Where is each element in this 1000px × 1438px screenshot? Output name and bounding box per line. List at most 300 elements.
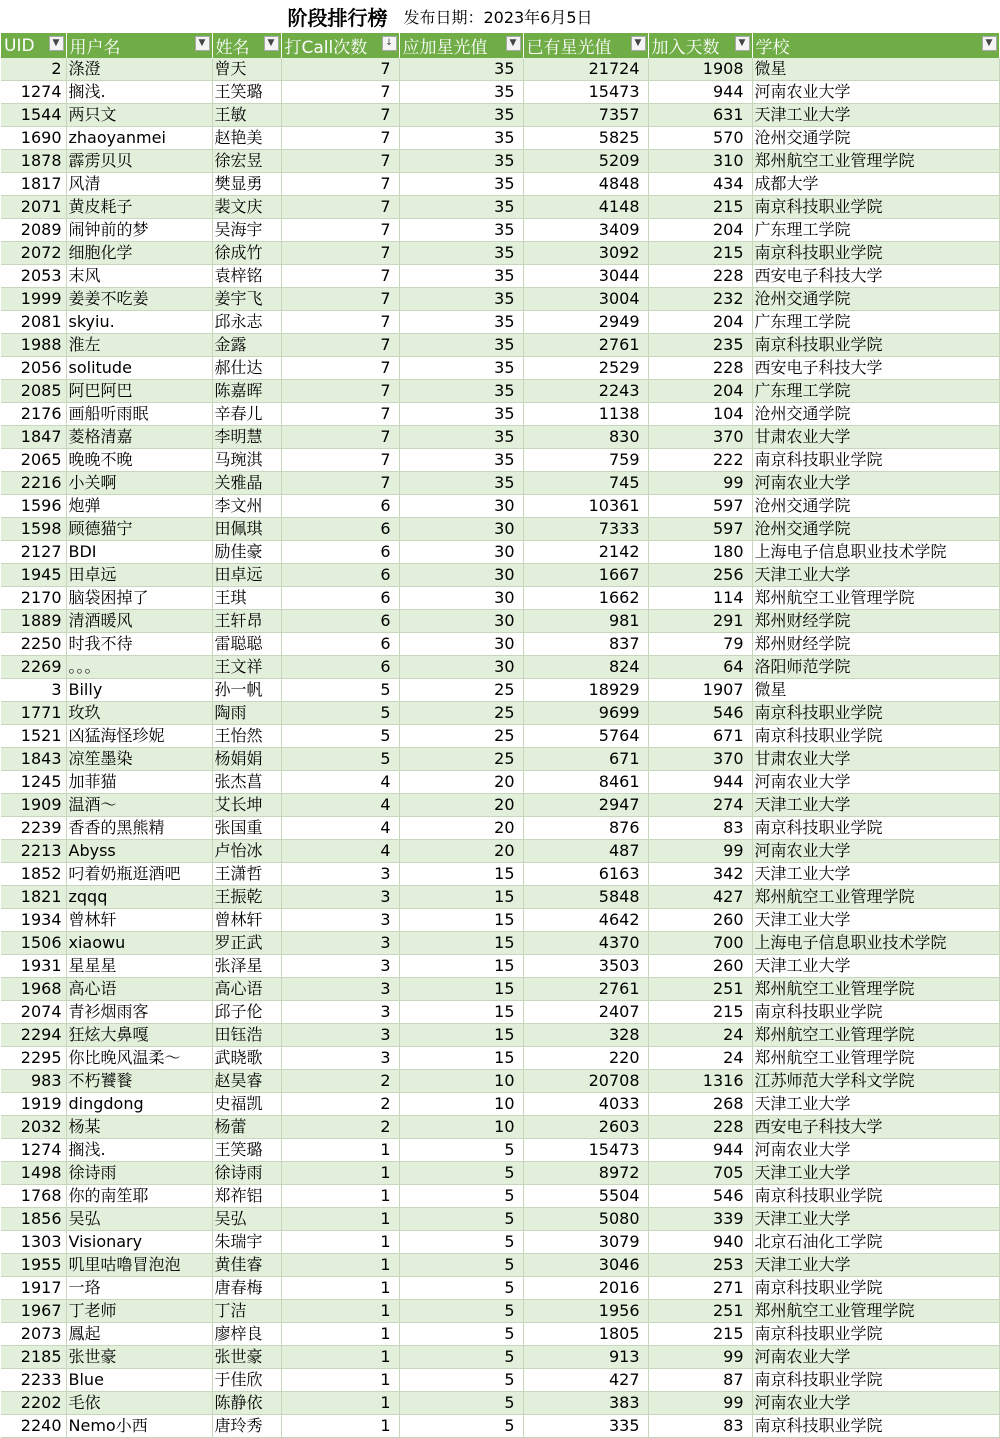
cell-name[interactable]: 唐春梅 [212,1277,281,1300]
cell-call-count[interactable]: 7 [281,104,399,127]
cell-days[interactable]: 79 [648,633,752,656]
cell-should-add[interactable]: 20 [399,840,523,863]
cell-uid[interactable]: 2071 [1,196,66,219]
cell-username[interactable]: 曾林轩 [66,909,212,932]
cell-should-add[interactable]: 5 [399,1254,523,1277]
cell-existing[interactable]: 383 [523,1392,648,1415]
cell-should-add[interactable]: 35 [399,403,523,426]
cell-call-count[interactable]: 6 [281,518,399,541]
cell-existing[interactable]: 335 [523,1415,648,1438]
cell-should-add[interactable]: 10 [399,1093,523,1116]
cell-uid[interactable]: 1771 [1,702,66,725]
cell-days[interactable]: 228 [648,357,752,380]
cell-call-count[interactable]: 6 [281,541,399,564]
cell-username[interactable]: 末风 [66,265,212,288]
cell-school[interactable]: 微星 [752,679,999,702]
cell-days[interactable]: 215 [648,1323,752,1346]
cell-should-add[interactable]: 5 [399,1392,523,1415]
cell-should-add[interactable]: 25 [399,702,523,725]
cell-school[interactable]: 沧州交通学院 [752,518,999,541]
cell-should-add[interactable]: 30 [399,564,523,587]
cell-uid[interactable]: 1878 [1,150,66,173]
cell-username[interactable]: 小关啊 [66,472,212,495]
cell-days[interactable]: 235 [648,334,752,357]
cell-uid[interactable]: 1909 [1,794,66,817]
cell-should-add[interactable]: 35 [399,196,523,219]
filter-dropdown-icon[interactable]: ▼ [631,36,646,51]
cell-call-count[interactable]: 1 [281,1254,399,1277]
cell-call-count[interactable]: 4 [281,817,399,840]
cell-school[interactable]: 郑州航空工业管理学院 [752,886,999,909]
cell-existing[interactable]: 2947 [523,794,648,817]
cell-existing[interactable]: 1805 [523,1323,648,1346]
cell-uid[interactable]: 1889 [1,610,66,633]
cell-days[interactable]: 268 [648,1093,752,1116]
cell-existing[interactable]: 2016 [523,1277,648,1300]
cell-call-count[interactable]: 7 [281,58,399,81]
cell-existing[interactable]: 220 [523,1047,648,1070]
cell-name[interactable]: 王敏 [212,104,281,127]
cell-uid[interactable]: 2074 [1,1001,66,1024]
cell-uid[interactable]: 1945 [1,564,66,587]
cell-name[interactable]: 雷聪聪 [212,633,281,656]
cell-username[interactable]: 鳳起 [66,1323,212,1346]
cell-existing[interactable]: 3044 [523,265,648,288]
cell-should-add[interactable]: 35 [399,150,523,173]
cell-name[interactable]: 张泽星 [212,955,281,978]
cell-days[interactable]: 99 [648,472,752,495]
cell-should-add[interactable]: 30 [399,518,523,541]
cell-username[interactable]: 炮弹 [66,495,212,518]
cell-should-add[interactable]: 30 [399,656,523,679]
cell-should-add[interactable]: 35 [399,288,523,311]
cell-uid[interactable]: 1999 [1,288,66,311]
cell-uid[interactable]: 2170 [1,587,66,610]
cell-existing[interactable]: 328 [523,1024,648,1047]
cell-school[interactable]: 上海电子信息职业技术学院 [752,932,999,955]
cell-uid[interactable]: 2056 [1,357,66,380]
cell-username[interactable]: 顾德猫宁 [66,518,212,541]
cell-username[interactable]: 田卓远 [66,564,212,587]
cell-should-add[interactable]: 30 [399,633,523,656]
cell-uid[interactable]: 1274 [1,81,66,104]
cell-username[interactable]: 阿巴阿巴 [66,380,212,403]
cell-call-count[interactable]: 1 [281,1162,399,1185]
cell-name[interactable]: 廖梓良 [212,1323,281,1346]
cell-school[interactable]: 天津工业大学 [752,104,999,127]
cell-days[interactable]: 339 [648,1208,752,1231]
cell-existing[interactable]: 21724 [523,58,648,81]
cell-username[interactable]: 星星星 [66,955,212,978]
cell-school[interactable]: 南京科技职业学院 [752,1185,999,1208]
cell-existing[interactable]: 4370 [523,932,648,955]
cell-existing[interactable]: 830 [523,426,648,449]
cell-name[interactable]: 曾天 [212,58,281,81]
cell-existing[interactable]: 7333 [523,518,648,541]
cell-should-add[interactable]: 15 [399,886,523,909]
cell-uid[interactable]: 1690 [1,127,66,150]
cell-uid[interactable]: 2 [1,58,66,81]
cell-name[interactable]: 田卓远 [212,564,281,587]
cell-days[interactable]: 228 [648,1116,752,1139]
cell-call-count[interactable]: 1 [281,1185,399,1208]
cell-uid[interactable]: 2202 [1,1392,66,1415]
cell-existing[interactable]: 1662 [523,587,648,610]
cell-uid[interactable]: 2239 [1,817,66,840]
cell-days[interactable]: 99 [648,840,752,863]
cell-name[interactable]: 曾林轩 [212,909,281,932]
cell-days[interactable]: 99 [648,1392,752,1415]
cell-call-count[interactable]: 7 [281,472,399,495]
cell-call-count[interactable]: 7 [281,150,399,173]
cell-existing[interactable]: 4848 [523,173,648,196]
cell-days[interactable]: 944 [648,1139,752,1162]
cell-school[interactable]: 广东理工学院 [752,311,999,334]
cell-uid[interactable]: 2176 [1,403,66,426]
cell-username[interactable]: skyiu. [66,311,212,334]
cell-call-count[interactable]: 2 [281,1093,399,1116]
cell-call-count[interactable]: 7 [281,449,399,472]
cell-school[interactable]: 天津工业大学 [752,1093,999,1116]
cell-call-count[interactable]: 1 [281,1231,399,1254]
cell-existing[interactable]: 5825 [523,127,648,150]
cell-days[interactable]: 427 [648,886,752,909]
cell-school[interactable]: 沧州交通学院 [752,495,999,518]
cell-username[interactable]: 高心语 [66,978,212,1001]
cell-existing[interactable]: 1956 [523,1300,648,1323]
cell-days[interactable]: 671 [648,725,752,748]
cell-uid[interactable]: 1988 [1,334,66,357]
cell-school[interactable]: 天津工业大学 [752,1162,999,1185]
cell-name[interactable]: 王潇哲 [212,863,281,886]
cell-username[interactable]: 涤澄 [66,58,212,81]
cell-days[interactable]: 597 [648,495,752,518]
cell-days[interactable]: 700 [648,932,752,955]
cell-username[interactable]: 画船听雨眠 [66,403,212,426]
cell-should-add[interactable]: 35 [399,265,523,288]
cell-name[interactable]: 邱永志 [212,311,281,334]
cell-username[interactable]: 香香的黑熊精 [66,817,212,840]
cell-days[interactable]: 104 [648,403,752,426]
cell-should-add[interactable]: 15 [399,1024,523,1047]
cell-name[interactable]: 励佳豪 [212,541,281,564]
cell-uid[interactable]: 2053 [1,265,66,288]
cell-name[interactable]: 吴弘 [212,1208,281,1231]
cell-school[interactable]: 甘肃农业大学 [752,426,999,449]
cell-username[interactable]: 杨某 [66,1116,212,1139]
cell-days[interactable]: 944 [648,771,752,794]
cell-should-add[interactable]: 35 [399,104,523,127]
cell-school[interactable]: 天津工业大学 [752,863,999,886]
cell-call-count[interactable]: 3 [281,932,399,955]
cell-days[interactable]: 204 [648,311,752,334]
cell-school[interactable]: 河南农业大学 [752,1392,999,1415]
cell-uid[interactable]: 1544 [1,104,66,127]
cell-should-add[interactable]: 5 [399,1231,523,1254]
cell-uid[interactable]: 1955 [1,1254,66,1277]
cell-existing[interactable]: 5209 [523,150,648,173]
cell-days[interactable]: 1908 [648,58,752,81]
cell-should-add[interactable]: 5 [399,1346,523,1369]
cell-school[interactable]: 郑州航空工业管理学院 [752,587,999,610]
cell-uid[interactable]: 1931 [1,955,66,978]
cell-existing[interactable]: 2529 [523,357,648,380]
cell-name[interactable]: 陈嘉晖 [212,380,281,403]
cell-school[interactable]: 洛阳师范学院 [752,656,999,679]
cell-should-add[interactable]: 5 [399,1300,523,1323]
cell-call-count[interactable]: 6 [281,495,399,518]
cell-should-add[interactable]: 35 [399,242,523,265]
cell-days[interactable]: 944 [648,81,752,104]
cell-school[interactable]: 西安电子科技大学 [752,1116,999,1139]
cell-existing[interactable]: 15473 [523,1139,648,1162]
cell-school[interactable]: 河南农业大学 [752,771,999,794]
cell-username[interactable]: 清酒暖风 [66,610,212,633]
cell-name[interactable]: 马琬淇 [212,449,281,472]
cell-username[interactable]: BDI [66,541,212,564]
cell-school[interactable]: 河南农业大学 [752,1346,999,1369]
cell-uid[interactable]: 2085 [1,380,66,403]
cell-call-count[interactable]: 5 [281,702,399,725]
cell-call-count[interactable]: 7 [281,311,399,334]
cell-uid[interactable]: 2072 [1,242,66,265]
cell-call-count[interactable]: 7 [281,334,399,357]
cell-should-add[interactable]: 5 [399,1139,523,1162]
cell-should-add[interactable]: 25 [399,679,523,702]
cell-days[interactable]: 597 [648,518,752,541]
cell-name[interactable]: 王琪 [212,587,281,610]
cell-uid[interactable]: 2081 [1,311,66,334]
cell-call-count[interactable]: 6 [281,564,399,587]
cell-username[interactable]: 风清 [66,173,212,196]
cell-should-add[interactable]: 25 [399,748,523,771]
cell-call-count[interactable]: 6 [281,633,399,656]
cell-should-add[interactable]: 35 [399,173,523,196]
cell-days[interactable]: 251 [648,1300,752,1323]
filter-dropdown-icon[interactable]: ▼ [506,36,521,51]
cell-should-add[interactable]: 10 [399,1070,523,1093]
cell-name[interactable]: 王轩昂 [212,610,281,633]
cell-uid[interactable]: 1598 [1,518,66,541]
cell-school[interactable]: 西安电子科技大学 [752,357,999,380]
cell-uid[interactable]: 2233 [1,1369,66,1392]
cell-school[interactable]: 南京科技职业学院 [752,702,999,725]
cell-name[interactable]: 徐宏昱 [212,150,281,173]
cell-uid[interactable]: 1968 [1,978,66,1001]
cell-existing[interactable]: 876 [523,817,648,840]
cell-call-count[interactable]: 6 [281,610,399,633]
cell-days[interactable]: 1316 [648,1070,752,1093]
cell-call-count[interactable]: 7 [281,127,399,150]
cell-uid[interactable]: 2213 [1,840,66,863]
cell-days[interactable]: 256 [648,564,752,587]
cell-username[interactable]: 叼着奶瓶逛酒吧 [66,863,212,886]
cell-existing[interactable]: 6163 [523,863,648,886]
cell-school[interactable]: 天津工业大学 [752,564,999,587]
cell-school[interactable]: 江苏师范大学科文学院 [752,1070,999,1093]
cell-days[interactable]: 370 [648,748,752,771]
cell-call-count[interactable]: 7 [281,288,399,311]
cell-call-count[interactable]: 2 [281,1070,399,1093]
cell-name[interactable]: 朱瑞宇 [212,1231,281,1254]
cell-name[interactable]: 唐玲秀 [212,1415,281,1438]
cell-should-add[interactable]: 35 [399,127,523,150]
cell-name[interactable]: 吴海宇 [212,219,281,242]
cell-name[interactable]: 李文州 [212,495,281,518]
cell-days[interactable]: 215 [648,196,752,219]
cell-call-count[interactable]: 3 [281,1001,399,1024]
cell-days[interactable]: 310 [648,150,752,173]
cell-call-count[interactable]: 3 [281,978,399,1001]
cell-username[interactable]: 温酒～ [66,794,212,817]
cell-should-add[interactable]: 5 [399,1277,523,1300]
cell-school[interactable]: 郑州航空工业管理学院 [752,1024,999,1047]
cell-uid[interactable]: 1847 [1,426,66,449]
cell-existing[interactable]: 837 [523,633,648,656]
cell-uid[interactable]: 2269 [1,656,66,679]
cell-days[interactable]: 342 [648,863,752,886]
cell-call-count[interactable]: 7 [281,219,399,242]
cell-call-count[interactable]: 7 [281,357,399,380]
cell-should-add[interactable]: 15 [399,909,523,932]
cell-days[interactable]: 87 [648,1369,752,1392]
cell-username[interactable]: 加菲猫 [66,771,212,794]
cell-school[interactable]: 南京科技职业学院 [752,1323,999,1346]
cell-call-count[interactable]: 1 [281,1346,399,1369]
cell-name[interactable]: 孙一帆 [212,679,281,702]
cell-existing[interactable]: 4642 [523,909,648,932]
cell-username[interactable]: 吴弘 [66,1208,212,1231]
cell-call-count[interactable]: 7 [281,265,399,288]
cell-name[interactable]: 卢怡冰 [212,840,281,863]
cell-school[interactable]: 南京科技职业学院 [752,242,999,265]
cell-call-count[interactable]: 3 [281,1024,399,1047]
cell-days[interactable]: 260 [648,909,752,932]
cell-days[interactable]: 631 [648,104,752,127]
cell-username[interactable]: 凉笙墨染 [66,748,212,771]
cell-school[interactable]: 郑州航空工业管理学院 [752,978,999,1001]
cell-should-add[interactable]: 35 [399,58,523,81]
cell-name[interactable]: 裴文庆 [212,196,281,219]
cell-name[interactable]: 陶雨 [212,702,281,725]
cell-name[interactable]: 王笑璐 [212,1139,281,1162]
cell-existing[interactable]: 2407 [523,1001,648,1024]
cell-should-add[interactable]: 15 [399,1001,523,1024]
cell-name[interactable]: 李明慧 [212,426,281,449]
cell-existing[interactable]: 18929 [523,679,648,702]
cell-existing[interactable]: 3079 [523,1231,648,1254]
cell-call-count[interactable]: 4 [281,840,399,863]
cell-username[interactable]: 玫玖 [66,702,212,725]
cell-username[interactable]: 菱格清嘉 [66,426,212,449]
cell-name[interactable]: 武晓歌 [212,1047,281,1070]
cell-school[interactable]: 西安电子科技大学 [752,265,999,288]
cell-call-count[interactable]: 6 [281,656,399,679]
cell-call-count[interactable]: 3 [281,886,399,909]
cell-call-count[interactable]: 1 [281,1323,399,1346]
cell-name[interactable]: 史福凯 [212,1093,281,1116]
cell-existing[interactable]: 2243 [523,380,648,403]
cell-name[interactable]: 张杰菖 [212,771,281,794]
cell-school[interactable]: 河南农业大学 [752,81,999,104]
cell-should-add[interactable]: 20 [399,771,523,794]
cell-should-add[interactable]: 15 [399,863,523,886]
cell-uid[interactable]: 983 [1,1070,66,1093]
cell-existing[interactable]: 427 [523,1369,648,1392]
cell-school[interactable]: 南京科技职业学院 [752,1415,999,1438]
cell-existing[interactable]: 671 [523,748,648,771]
cell-school[interactable]: 南京科技职业学院 [752,1369,999,1392]
cell-school[interactable]: 河南农业大学 [752,840,999,863]
cell-should-add[interactable]: 30 [399,495,523,518]
cell-name[interactable]: 陈静依 [212,1392,281,1415]
cell-username[interactable]: 你的南笙耶 [66,1185,212,1208]
cell-uid[interactable]: 1303 [1,1231,66,1254]
cell-days[interactable]: 114 [648,587,752,610]
cell-uid[interactable]: 1768 [1,1185,66,1208]
cell-existing[interactable]: 759 [523,449,648,472]
cell-days[interactable]: 546 [648,1185,752,1208]
cell-should-add[interactable]: 35 [399,426,523,449]
cell-days[interactable]: 253 [648,1254,752,1277]
cell-username[interactable]: 搁浅. [66,1139,212,1162]
cell-call-count[interactable]: 6 [281,587,399,610]
cell-name[interactable]: 杨蕾 [212,1116,281,1139]
cell-username[interactable]: Visionary [66,1231,212,1254]
cell-should-add[interactable]: 15 [399,932,523,955]
cell-uid[interactable]: 2127 [1,541,66,564]
cell-username[interactable]: 狂炫大鼻嘎 [66,1024,212,1047]
cell-name[interactable]: 关雅晶 [212,472,281,495]
cell-username[interactable]: 搁浅. [66,81,212,104]
cell-uid[interactable]: 1596 [1,495,66,518]
cell-should-add[interactable]: 5 [399,1323,523,1346]
cell-uid[interactable]: 1821 [1,886,66,909]
filter-dropdown-icon[interactable]: ▼ [264,36,279,51]
cell-uid[interactable]: 2216 [1,472,66,495]
filter-dropdown-icon[interactable]: ▼ [49,36,64,51]
cell-days[interactable]: 370 [648,426,752,449]
cell-should-add[interactable]: 5 [399,1369,523,1392]
cell-days[interactable]: 64 [648,656,752,679]
cell-call-count[interactable]: 3 [281,1047,399,1070]
cell-call-count[interactable]: 1 [281,1139,399,1162]
cell-username[interactable]: 晚晚不晚 [66,449,212,472]
cell-should-add[interactable]: 5 [399,1162,523,1185]
cell-name[interactable]: 田佩琪 [212,518,281,541]
cell-should-add[interactable]: 35 [399,472,523,495]
cell-days[interactable]: 180 [648,541,752,564]
cell-school[interactable]: 南京科技职业学院 [752,1277,999,1300]
cell-should-add[interactable]: 5 [399,1208,523,1231]
cell-should-add[interactable]: 30 [399,541,523,564]
cell-school[interactable]: 甘肃农业大学 [752,748,999,771]
cell-call-count[interactable]: 5 [281,679,399,702]
cell-uid[interactable]: 1817 [1,173,66,196]
cell-days[interactable]: 274 [648,794,752,817]
cell-name[interactable]: 邱子伦 [212,1001,281,1024]
cell-existing[interactable]: 8461 [523,771,648,794]
cell-name[interactable]: 赵昊睿 [212,1070,281,1093]
cell-uid[interactable]: 2073 [1,1323,66,1346]
cell-school[interactable]: 南京科技职业学院 [752,725,999,748]
cell-username[interactable]: Billy [66,679,212,702]
cell-existing[interactable]: 487 [523,840,648,863]
cell-existing[interactable]: 3004 [523,288,648,311]
cell-name[interactable]: 姜宇飞 [212,288,281,311]
cell-name[interactable]: 田钰浩 [212,1024,281,1047]
filter-dropdown-icon[interactable]: ▼ [195,36,210,51]
